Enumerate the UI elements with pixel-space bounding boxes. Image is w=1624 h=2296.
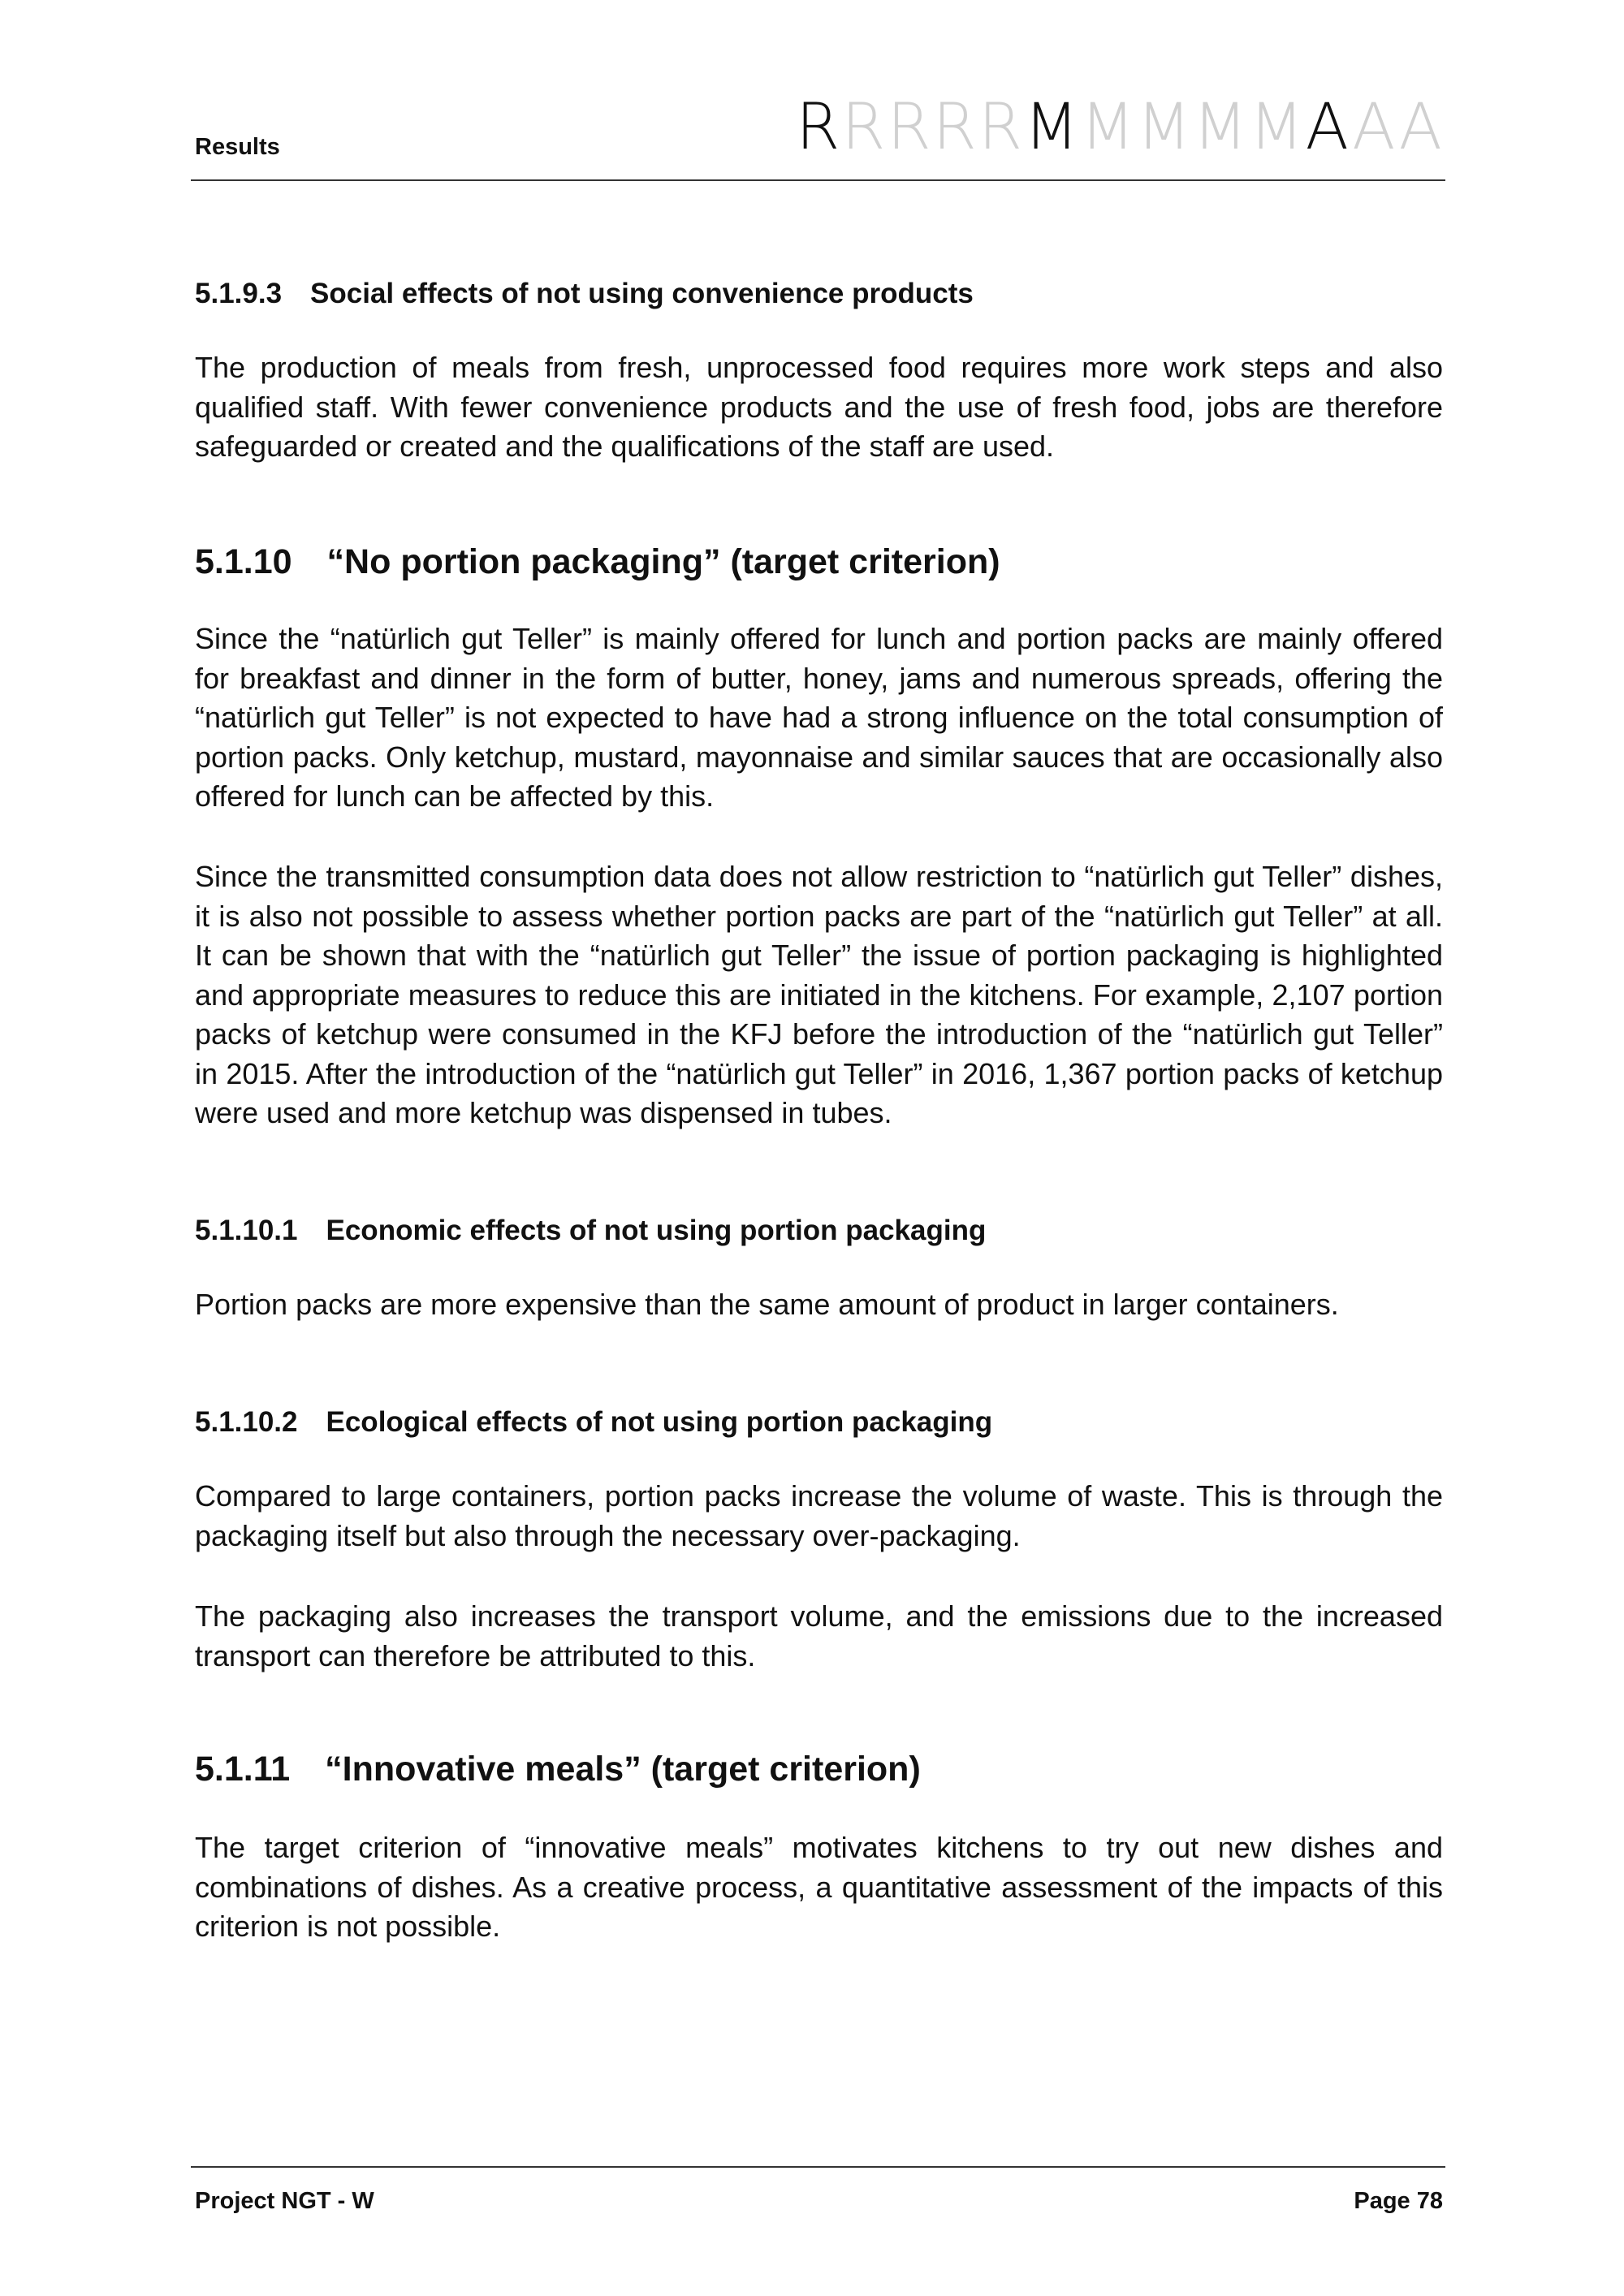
heading-5-1-11: 5.1.11 “Innovative meals” (target criterion) xyxy=(195,1750,921,1789)
header-divider xyxy=(191,179,1445,181)
footer-project: Project NGT - W xyxy=(195,2188,374,2214)
paragraph: Since the “natürlich gut Teller” is mainly offered for lunch and portion packs are mainly offered for breakfast and dinner in the form of butter, honey, jams and numerous spreads, offering the “natürlich gut Teller” is not expected to have had a strong influence on the total consumption of portion packs. Only ketchup, mustard, mayonnaise and similar sauces that are occasionally also offered for lunch can be affected by this. xyxy=(195,622,1443,813)
paragraph: The production of meals from fresh, unprocessed food requires more work steps and also qualified staff. With fewer convenience products and the use of fresh food, jobs are therefore safeguarded or created and the qualifications of the staff are used. xyxy=(195,351,1443,463)
heading-5-1-10-2: 5.1.10.2 Ecological effects of not using portion packaging xyxy=(195,1406,993,1438)
page-number: Page 78 xyxy=(1354,2188,1443,2214)
paragraph: Compared to large containers, portion packs increase the volume of waste. This is through the packaging itself but also through the necessary over-packaging. xyxy=(195,1479,1443,1552)
running-header: Results xyxy=(195,134,280,160)
paragraph: Since the transmitted consumption data does not allow restriction to “natürlich gut Teller” dishes, it is also not possible to assess whether portion packs are part of the “natürlich gut Teller” at all. It can be shown that with the “natürlich gut Teller” the issue of portion packaging is highlighted and appropriate measures to reduce this are initiated in the kitchens. For example, 2,107 portion packs of ketchup were consumed in the KFJ before the introduction of the “natürlich gut Teller” in 2015. After the introduction of the “natürlich gut Teller” in 2016, 1,367 portion packs of ketchup were used and more ketchup was dispensed in tubes. xyxy=(195,860,1443,1129)
paragraph: The target criterion of “innovative meals” motivates kitchens to try out new dishes and combinations of dishes. As a creative process, a quantitative assessment of the impacts of this criterion is not possible. xyxy=(195,1831,1443,1943)
heading-5-1-10-1: 5.1.10.1 Economic effects of not using portion packaging xyxy=(195,1215,987,1246)
heading-5-1-10: 5.1.10 “No portion packaging” (target criterion) xyxy=(195,542,1000,581)
paragraph: The packaging also increases the transport volume, and the emissions due to the increased transport can therefore be attributed to this. xyxy=(195,1599,1443,1672)
logo: RRRRRMMMMMAAA xyxy=(796,91,1444,164)
paragraph: Portion packs are more expensive than the same amount of product in larger containers. xyxy=(195,1288,1339,1321)
heading-5-1-9-3: 5.1.9.3 Social effects of not using convenience products xyxy=(195,278,974,309)
footer-divider xyxy=(191,2166,1445,2168)
